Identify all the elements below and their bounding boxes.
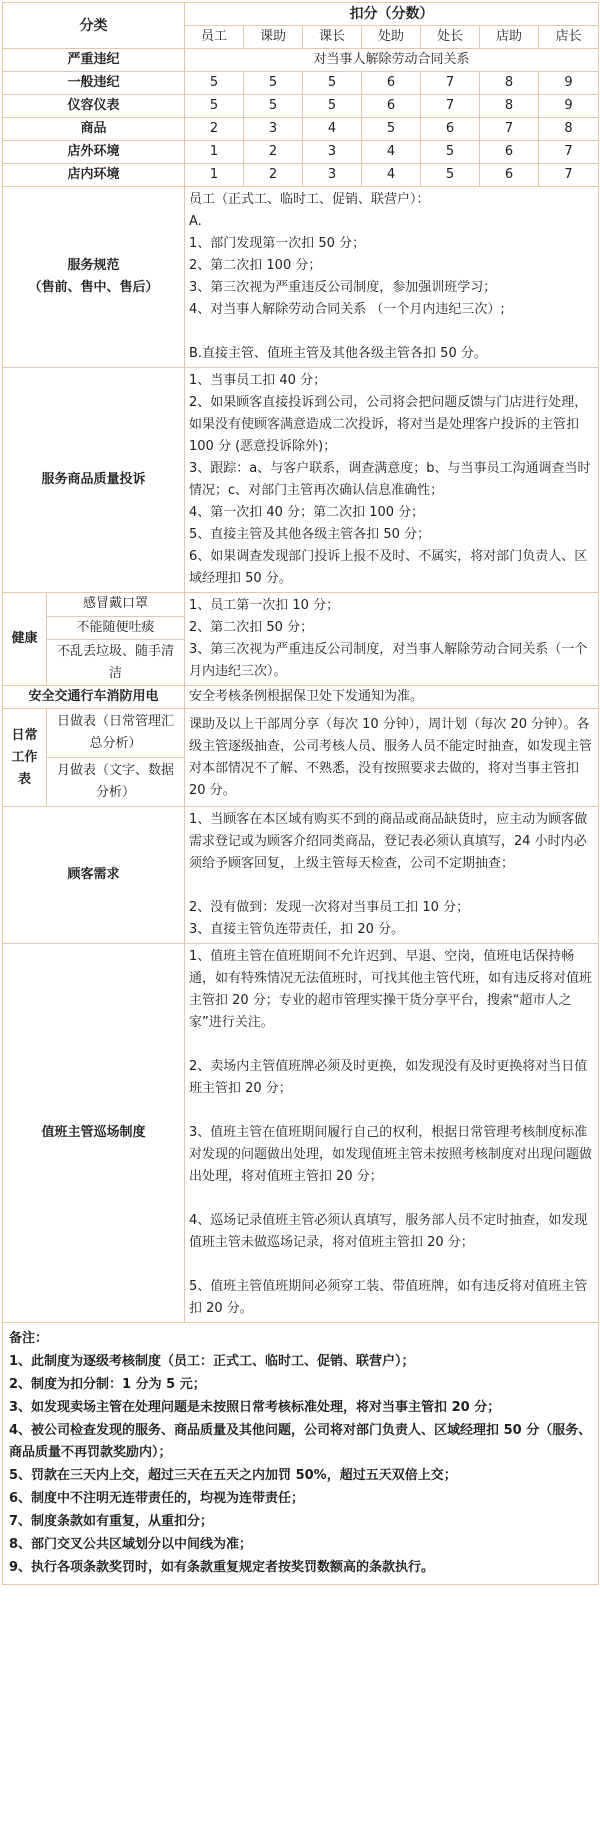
score-cell: 2 [244, 141, 303, 164]
header-role: 课助 [244, 26, 303, 49]
health-line: 3、第三次视为严重违反公司制度，对当事人解除劳动合同关系（一个月内违纪三次）。 [189, 642, 588, 679]
health-sub: 不乱丢垃圾、随手清洁 [47, 640, 185, 686]
score-cell: 5 [303, 72, 362, 95]
header-category: 分类 [3, 3, 185, 49]
customer-line: 1、当顾客在本区域有购买不到的商品或商品缺货时，应主动为顾客做需求登记或为顾客介绍同类商品，登记表必须认真填写，24 小时内必须给予顾客回复，上级主管每天检查，公司不定期抽查； [189, 812, 588, 871]
service-line [189, 321, 594, 343]
header-role: 处助 [362, 26, 421, 49]
category-service [3, 187, 185, 368]
row-service [3, 187, 599, 368]
customer-line: 2、没有做到：发现一次将对当事员工扣 10 分； [189, 900, 470, 915]
score-cell: 6 [421, 118, 480, 141]
notes-title: 备注： [9, 1331, 49, 1346]
score-row-name: 店外环境 [3, 141, 185, 164]
notes-item: 9、执行各项条款奖罚时，如有条款重复规定者按奖罚数额高的条款执行。 [9, 1560, 435, 1575]
row-notes [3, 1323, 599, 1585]
duty-line: 3、值班主管在值班期间履行自己的权利，根据日常管理考核制度标准对发现的问题做出处理，如发现值班主管未按照考核制度对出现问题做出处理，将对值班主管扣 20 分； [189, 1125, 593, 1184]
customer-content [185, 807, 599, 944]
score-cell: 5 [185, 72, 244, 95]
score-cell: 1 [185, 141, 244, 164]
notes-item: 4、被公司检查发现的服务、商品质量及其他问题，公司将对部门负责人、区域经理扣 50 分（服务、商品质量不再罚款奖励内）； [9, 1423, 592, 1460]
score-cell: 8 [480, 95, 539, 118]
daily-sub: 月做表（文字、数据分析） [47, 758, 185, 807]
service-line: 员工（正式工、临时工、促销、联营户）： [189, 192, 430, 207]
assessment-table [2, 2, 599, 1585]
score-cell: 5 [244, 95, 303, 118]
score-cell: 2 [185, 118, 244, 141]
service-line: A. [189, 214, 202, 229]
row-serious-violation [3, 49, 599, 72]
score-cell: 3 [303, 141, 362, 164]
service-line: 4、对当事人解除劳动合同关系 （一个月内违纪三次）; [189, 302, 505, 317]
score-cell: 6 [480, 141, 539, 164]
score-row-name: 仪容仪表 [3, 95, 185, 118]
score-row-name: 店内环境 [3, 164, 185, 187]
duty-line [189, 1100, 594, 1122]
category-quality: 服务商品质量投诉 [3, 368, 185, 593]
notes-item: 5、罚款在三天内上交，超过三天在五天之内加罚 50%，超过五天双倍上交； [9, 1468, 457, 1483]
daily-text: 课助及以上干部周分享（每次 10 分钟），周计划（每次 20 分钟）。各级主管逐级抽查，公司考核人员、服务人员不能定时抽查，如发现主管对本部情况不了解、不熟悉，没有按照要求去做的，将对当事主管扣 20 分。 [185, 709, 599, 807]
score-cell: 6 [362, 95, 421, 118]
notes-item: 8、部门交叉公共区域划分以中间线为准； [9, 1537, 253, 1552]
score-cell: 5 [421, 164, 480, 187]
score-cell: 7 [539, 141, 599, 164]
score-cell: 7 [421, 95, 480, 118]
row-daily-1 [3, 709, 599, 758]
duty-line [189, 1188, 594, 1210]
score-row [3, 164, 599, 187]
score-cell: 4 [362, 141, 421, 164]
header-role: 店助 [480, 26, 539, 49]
assessment-sheet [2, 2, 598, 1585]
score-row [3, 118, 599, 141]
quality-line: 3、跟踪：a、与客户联系，调查满意度；b、与当事员工沟通调查当时情况；c、对部门主管再次确认信息准确性； [189, 461, 591, 498]
service-line: 1、部门发现第一次扣 50 分； [189, 236, 366, 251]
health-sub: 不能随便吐痰 [47, 616, 185, 640]
score-cell: 8 [480, 72, 539, 95]
score-cell: 6 [362, 72, 421, 95]
duty-line: 5、值班主管值班期间必须穿工装、带值班牌，如有违反将对值班主管扣 20 分。 [189, 1279, 588, 1316]
health-line: 1、员工第一次扣 10 分； [189, 598, 340, 613]
header-role: 课长 [303, 26, 362, 49]
score-cell: 5 [362, 118, 421, 141]
service-line: 2、第二次扣 100 分； [189, 258, 322, 273]
category-serious: 严重违纪 [3, 49, 185, 72]
score-cell: 9 [539, 72, 599, 95]
score-cell: 3 [244, 118, 303, 141]
category-health: 健康 [3, 593, 47, 686]
safety-text: 安全考核条例根据保卫处下发通知为准。 [185, 686, 599, 709]
quality-line: 6、如果调查发现部门投诉上报不及时、不属实，将对部门负责人、区域经理扣 50 分。 [189, 549, 588, 586]
header-role: 处长 [421, 26, 480, 49]
score-cell: 1 [185, 164, 244, 187]
row-customer [3, 807, 599, 944]
category-daily: 日常工作表 [3, 709, 47, 807]
score-cell: 9 [539, 95, 599, 118]
row-duty [3, 944, 599, 1323]
row-quality [3, 368, 599, 593]
score-cell: 7 [480, 118, 539, 141]
header-role: 店长 [539, 26, 599, 49]
health-content [185, 593, 599, 686]
score-row-name: 商品 [3, 118, 185, 141]
service-line: B.直接主管、值班主管及其他各级主管各扣 50 分。 [189, 346, 487, 361]
score-cell: 4 [362, 164, 421, 187]
notes-item: 7、制度条款如有重复，从重扣分； [9, 1514, 214, 1529]
quality-line: 2、如果顾客直接投诉到公司，公司将会把问题反馈与门店进行处理，如果没有使顾客满意造成二次投诉，将对当是处理客户投诉的主管扣 100 分 (恶意投诉除外)； [189, 395, 588, 454]
health-line: 2、第二次扣 50 分； [189, 620, 314, 635]
service-line: 3、第三次视为严重违反公司制度，参加强训班学习； [189, 280, 497, 295]
score-cell: 3 [303, 164, 362, 187]
score-cell: 8 [539, 118, 599, 141]
header-role: 员工 [185, 26, 244, 49]
quality-line: 5、直接主管及其他各级主管各扣 50 分； [189, 527, 431, 542]
notes-item: 3、如发现卖场主管在处理问题是未按照日常考核标准处理，将对当事主管扣 20 分； [9, 1400, 501, 1415]
duty-line: 2、卖场内主管值班牌必须及时更换，如发现没有及时更换将对当日值班主管扣 20 分； [189, 1059, 588, 1096]
score-cell: 6 [480, 164, 539, 187]
row-health-1 [3, 593, 599, 617]
duty-content [185, 944, 599, 1323]
customer-line [189, 875, 594, 897]
health-sub: 感冒戴口罩 [47, 593, 185, 617]
duty-line: 4、巡场记录值班主管必须认真填写，服务部人员不定时抽查，如发现值班主管未做巡场记录，将对值班主管扣 20 分； [189, 1213, 588, 1250]
service-name: 服务规范 [67, 258, 120, 273]
service-name-sub: （售前、售中、售后） [28, 280, 159, 295]
customer-line: 3、直接主管负连带责任，扣 20 分。 [189, 922, 405, 937]
header-deduction: 扣分（分数） [185, 3, 599, 26]
score-cell: 2 [244, 164, 303, 187]
score-cell: 5 [244, 72, 303, 95]
notes-item: 2、制度为扣分制：1 分为 5 元； [9, 1377, 206, 1392]
header-row-1 [3, 3, 599, 26]
category-safety: 安全交通行车消防用电 [3, 686, 185, 709]
quality-content [185, 368, 599, 593]
score-cell: 5 [303, 95, 362, 118]
category-customer: 顾客需求 [3, 807, 185, 944]
row-safety [3, 686, 599, 709]
notes [3, 1323, 599, 1585]
quality-line: 4、第一次扣 40 分；第二次扣 100 分； [189, 505, 425, 520]
score-row [3, 72, 599, 95]
score-row-name: 一般违纪 [3, 72, 185, 95]
notes-item: 1、此制度为逐级考核制度（员工：正式工、临时工、促销、联营户）； [9, 1354, 415, 1369]
score-cell: 5 [421, 141, 480, 164]
quality-line: 1、当事员工扣 40 分； [189, 373, 327, 388]
score-row [3, 141, 599, 164]
score-cell: 4 [303, 118, 362, 141]
daily-sub: 日做表（日常管理汇总分析） [47, 709, 185, 758]
duty-line [189, 1254, 594, 1276]
score-row [3, 95, 599, 118]
serious-text: 对当事人解除劳动合同关系 [185, 49, 599, 72]
duty-line: 1、值班主管在值班期间不允许迟到、早退、空岗，值班电话保持畅通，如有特殊情况无法值班时，可找其他主管代班，如有违反将对值班主管扣 20 分；专业的超市管理实操干货分享平台，搜索“超市人之家”进行关注。 [189, 949, 593, 1030]
score-cell: 7 [539, 164, 599, 187]
notes-item: 6、制度中不注明无连带责任的，均视为连带责任； [9, 1491, 305, 1506]
score-cell: 7 [421, 72, 480, 95]
duty-line [189, 1034, 594, 1056]
service-content [185, 187, 599, 368]
score-cell: 5 [185, 95, 244, 118]
category-duty: 值班主管巡场制度 [3, 944, 185, 1323]
